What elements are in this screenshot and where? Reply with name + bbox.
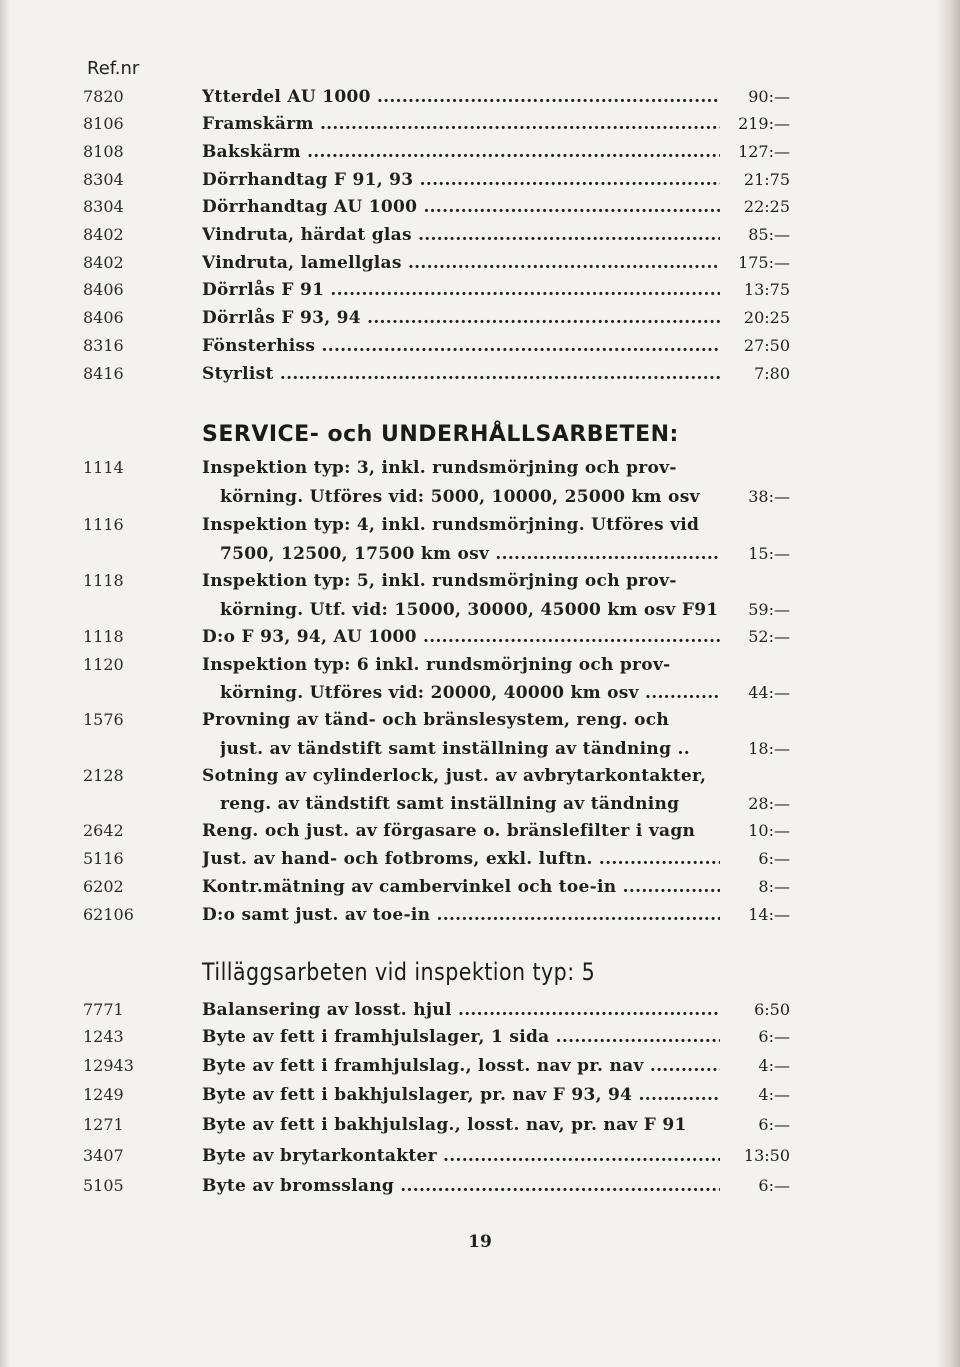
item-price: 127:— bbox=[738, 142, 790, 161]
service-description: D:o F 93, 94, AU 1000 ..... bbox=[202, 624, 720, 650]
item-price: 4:— bbox=[758, 1085, 790, 1104]
item-price: 18:— bbox=[748, 739, 790, 758]
service-row bbox=[0, 455, 960, 481]
item-price: 6:— bbox=[758, 1027, 790, 1046]
ref-number: 62106 bbox=[83, 905, 134, 924]
ref-number: 12943 bbox=[83, 1056, 134, 1075]
item-price: 27:50 bbox=[743, 336, 790, 355]
service-description-cont: körning. Utföres vid: 20000, 40000 km osv ..... bbox=[220, 680, 720, 706]
ref-number: 7771 bbox=[83, 1000, 124, 1019]
ref-number: 8108 bbox=[83, 142, 124, 161]
price-row bbox=[0, 277, 960, 303]
item-description: Bakskärm ..... bbox=[202, 139, 720, 165]
item-price: 28:— bbox=[748, 794, 790, 813]
item-price: 44:— bbox=[748, 683, 790, 702]
service-description: Inspektion typ: 5, inkl. rundsmörjning och prov- bbox=[202, 571, 677, 591]
item-price: 13:75 bbox=[743, 280, 790, 299]
item-price: 59:— bbox=[748, 600, 790, 619]
ref-number: 8402 bbox=[83, 253, 124, 272]
service-description: Just. av hand- och fotbroms, exkl. luftn. ..... bbox=[202, 846, 720, 872]
service-row bbox=[0, 763, 960, 789]
service-description: Sotning av cylinderlock, just. av avbrytarkontakter, bbox=[202, 766, 707, 786]
item-price: 52:— bbox=[748, 627, 790, 646]
item-description: Fönsterhiss ..... bbox=[202, 333, 720, 359]
item-price: 90:— bbox=[748, 87, 790, 106]
service-description: Inspektion typ: 4, inkl. rundsmörjning. Utföres vid bbox=[202, 515, 700, 535]
item-description: Framskärm ..... bbox=[202, 111, 720, 137]
ref-number: 1118 bbox=[83, 571, 124, 590]
item-price: 38:— bbox=[748, 487, 790, 506]
service-description-cont: 7500, 12500, 17500 km osv ..... bbox=[220, 541, 720, 567]
price-row bbox=[0, 139, 960, 165]
item-price: 20:25 bbox=[743, 308, 790, 327]
service-description-cont: reng. av tändstift samt inställning av tändning bbox=[220, 794, 680, 814]
ref-number: 8416 bbox=[83, 364, 124, 383]
service-description-cont: just. av tändstift samt inställning av tändning .. bbox=[220, 739, 690, 759]
service-row bbox=[0, 652, 960, 678]
item-price: 85:— bbox=[748, 225, 790, 244]
item-description: Ytterdel AU 1000 ..... bbox=[202, 84, 720, 110]
item-description: Dörrlås F 93, 94 ..... bbox=[202, 305, 720, 331]
ref-number: 1249 bbox=[83, 1085, 124, 1104]
ref-number: 8406 bbox=[83, 280, 124, 299]
item-price: 6:— bbox=[758, 1115, 790, 1134]
ref-number: 1114 bbox=[83, 458, 124, 477]
ref-number: 8304 bbox=[83, 197, 124, 216]
ref-number: 6202 bbox=[83, 877, 124, 896]
price-row bbox=[0, 333, 960, 359]
price-row bbox=[0, 305, 960, 331]
item-price: 175:— bbox=[738, 253, 790, 272]
ref-number: 1243 bbox=[83, 1027, 124, 1046]
service-section-heading: SERVICE- och UNDERHÅLLSARBETEN: bbox=[202, 422, 679, 447]
extras-row bbox=[0, 1024, 960, 1050]
ref-number: 5105 bbox=[83, 1176, 124, 1195]
item-price: 21:75 bbox=[743, 170, 790, 189]
service-description: Kontr.mätning av cambervinkel och toe-in ..... bbox=[202, 874, 720, 900]
service-row-continuation bbox=[0, 680, 960, 706]
service-description-cont: körning. Utf. vid: 15000, 30000, 45000 km osv F91 bbox=[220, 600, 719, 620]
price-row bbox=[0, 250, 960, 276]
service-row bbox=[0, 624, 960, 650]
ref-number: 1271 bbox=[83, 1115, 124, 1134]
ref-number: 8316 bbox=[83, 336, 124, 355]
item-price: 7:80 bbox=[754, 364, 790, 383]
service-row bbox=[0, 568, 960, 594]
ref-number: 1118 bbox=[83, 627, 124, 646]
item-description: Byte av brytarkontakter ..... bbox=[202, 1143, 720, 1169]
item-price: 15:— bbox=[748, 544, 790, 563]
service-row-continuation bbox=[0, 597, 960, 623]
ref-number: 3407 bbox=[83, 1146, 124, 1165]
ref-number: 1116 bbox=[83, 515, 124, 534]
item-price: 4:— bbox=[758, 1056, 790, 1075]
service-row bbox=[0, 902, 960, 928]
service-row bbox=[0, 707, 960, 733]
service-description: Provning av tänd- och bränslesystem, reng. och bbox=[202, 710, 670, 730]
item-description: Balansering av losst. hjul ..... bbox=[202, 997, 720, 1023]
extras-row bbox=[0, 1112, 960, 1138]
price-row bbox=[0, 167, 960, 193]
item-price: 6:— bbox=[758, 849, 790, 868]
item-description: Byte av fett i framhjulslager, 1 sida ..... bbox=[202, 1024, 720, 1050]
service-row-continuation bbox=[0, 736, 960, 762]
price-row bbox=[0, 111, 960, 137]
item-price: 6:— bbox=[758, 1176, 790, 1195]
extras-row bbox=[0, 997, 960, 1023]
item-description: Styrlist ..... bbox=[202, 361, 720, 387]
item-description: Dörrlås F 91 ..... bbox=[202, 277, 720, 303]
item-price: 219:— bbox=[738, 114, 790, 133]
service-row bbox=[0, 818, 960, 844]
ref-number: 1120 bbox=[83, 655, 124, 674]
item-description: Vindruta, lamellglas ..... bbox=[202, 250, 720, 276]
extras-row bbox=[0, 1053, 960, 1079]
item-description: Byte av fett i bakhjulslager, pr. nav F 93, 94 ..... bbox=[202, 1082, 720, 1108]
item-price: 6:50 bbox=[754, 1000, 790, 1019]
item-description: Dörrhandtag AU 1000 ..... bbox=[202, 194, 720, 220]
service-description: D:o samt just. av toe-in ..... bbox=[202, 902, 720, 928]
extras-section-heading: Tilläggsarbeten vid inspektion typ: 5 bbox=[202, 958, 596, 986]
service-description: Inspektion typ: 6 inkl. rundsmörjning och prov- bbox=[202, 655, 671, 675]
price-row bbox=[0, 361, 960, 387]
item-price: 14:— bbox=[748, 905, 790, 924]
ref-number: 1576 bbox=[83, 710, 124, 729]
item-description: Vindruta, härdat glas ..... bbox=[202, 222, 720, 248]
item-description: Byte av bromsslang ..... bbox=[202, 1173, 720, 1199]
page-number: 19 bbox=[468, 1232, 492, 1252]
price-row bbox=[0, 84, 960, 110]
price-row bbox=[0, 194, 960, 220]
service-row-continuation bbox=[0, 541, 960, 567]
ref-number: 2128 bbox=[83, 766, 124, 785]
item-price: 13:50 bbox=[743, 1146, 790, 1165]
item-price: 10:— bbox=[748, 821, 790, 840]
extras-row bbox=[0, 1143, 960, 1169]
ref-number: 2642 bbox=[83, 821, 124, 840]
item-price: 8:— bbox=[758, 877, 790, 896]
ref-number: 5116 bbox=[83, 849, 124, 868]
ref-number: 8402 bbox=[83, 225, 124, 244]
item-price: 22:25 bbox=[743, 197, 790, 216]
ref-column-header: Ref.nr bbox=[87, 58, 140, 79]
service-description-cont: körning. Utföres vid: 5000, 10000, 25000 km osv bbox=[220, 487, 700, 507]
extras-row bbox=[0, 1082, 960, 1108]
item-description: Dörrhandtag F 91, 93 ..... bbox=[202, 167, 720, 193]
service-description: Inspektion typ: 3, inkl. rundsmörjning och prov- bbox=[202, 458, 677, 478]
service-row bbox=[0, 512, 960, 538]
service-row-continuation bbox=[0, 791, 960, 817]
ref-number: 7820 bbox=[83, 87, 124, 106]
service-row bbox=[0, 846, 960, 872]
extras-row bbox=[0, 1173, 960, 1199]
price-row bbox=[0, 222, 960, 248]
service-description: Reng. och just. av förgasare o. bränslefilter i vagn bbox=[202, 821, 696, 841]
item-description: Byte av fett i framhjulslag., losst. nav pr. nav ..... bbox=[202, 1053, 720, 1079]
ref-number: 8304 bbox=[83, 170, 124, 189]
ref-number: 8406 bbox=[83, 308, 124, 327]
ref-number: 8106 bbox=[83, 114, 124, 133]
item-description: Byte av fett i bakhjulslag., losst. nav, pr. nav F 91 bbox=[202, 1115, 687, 1135]
service-row bbox=[0, 874, 960, 900]
service-row-continuation bbox=[0, 484, 960, 510]
